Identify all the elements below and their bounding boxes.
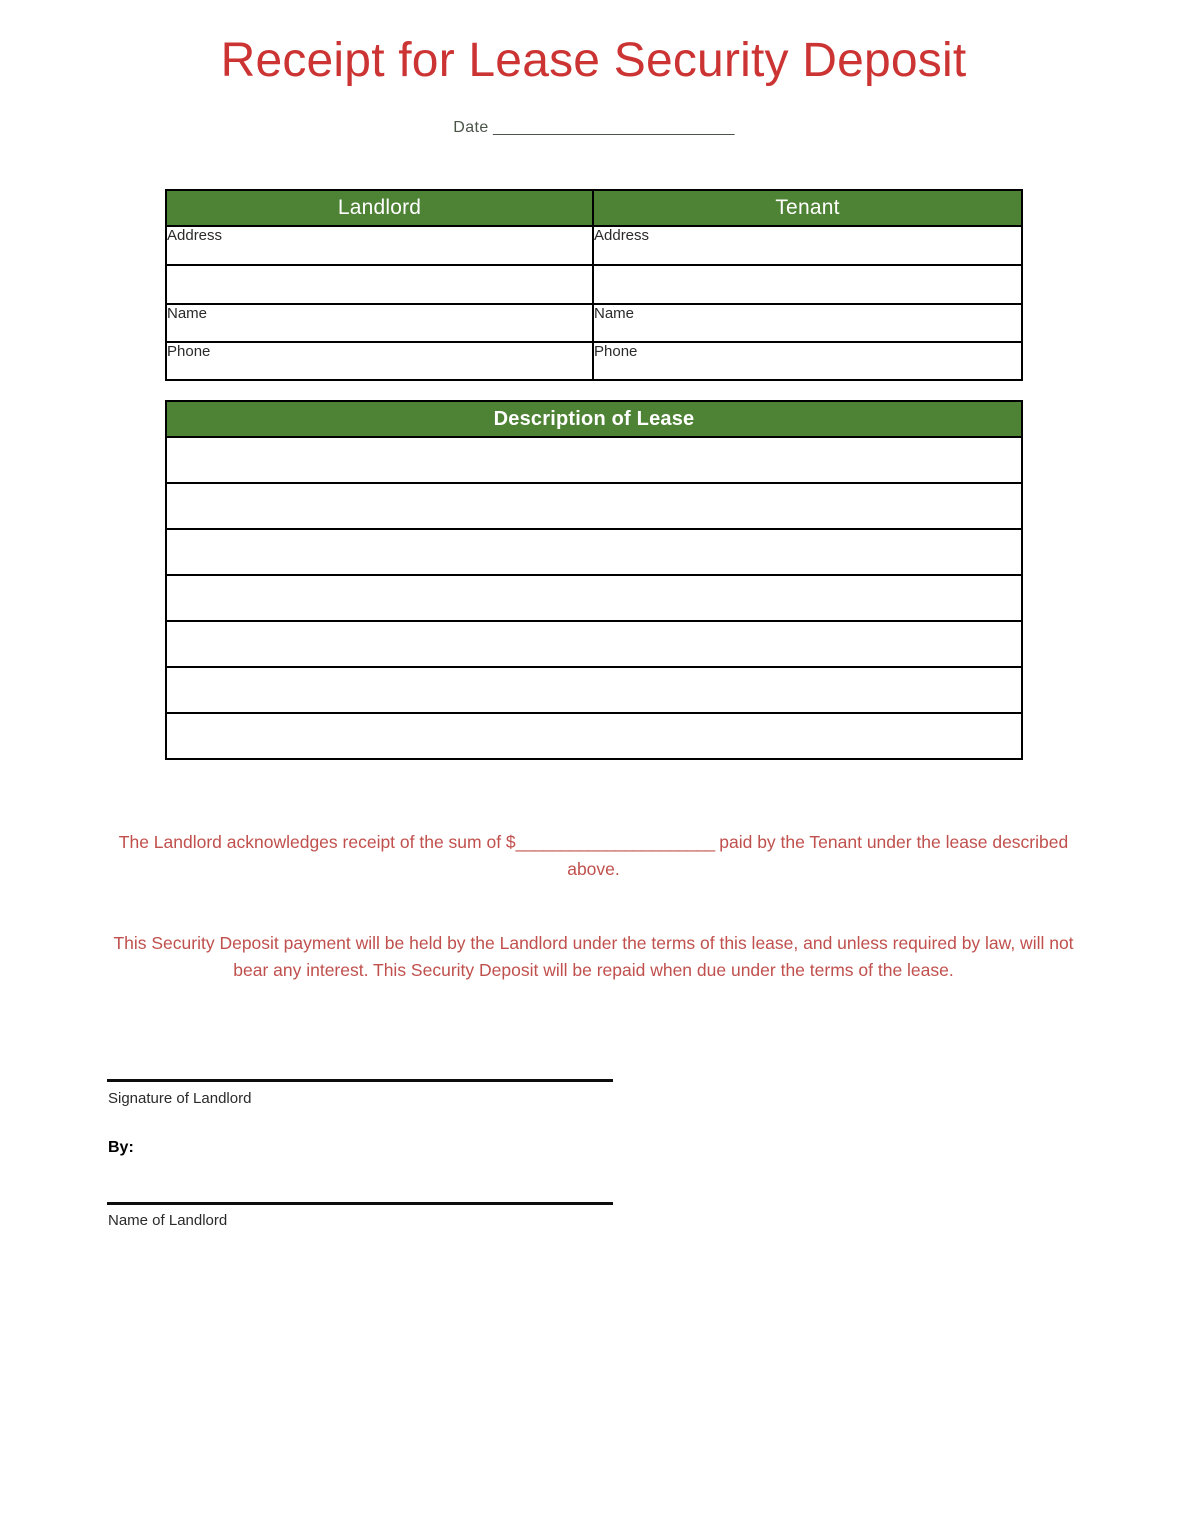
terms-paragraph: This Security Deposit payment will be held by the Landlord under the terms of this lease, and unless required by law, will not bear any interest. This Security Deposit will be repaid when due under the terms of the lease. [113,933,1074,980]
table-row [166,483,1022,529]
signature-line[interactable] [107,1079,613,1082]
table-row [166,575,1022,621]
landlord-address-cell[interactable]: Address [166,226,593,265]
tenant-phone-cell[interactable]: Phone [593,342,1022,380]
table-row [166,342,1022,380]
table-row [166,713,1022,759]
description-of-lease-table [165,400,1023,760]
tenant-name-cell[interactable]: Name [593,304,1022,342]
date-label: Date [453,119,489,136]
parties-table [165,189,1023,381]
page-title: Receipt for Lease Security Deposit [220,34,967,87]
parties-header-row [166,190,1022,226]
acknowledgement-text-after: paid by the Tenant under the lease described above. [567,832,1069,879]
table-row [166,304,1022,342]
acknowledgement-paragraph [108,829,1079,883]
table-row [166,265,1022,304]
acknowledgement-text-before: The Landlord acknowledges receipt of the sum of $ [118,832,516,852]
date-line [0,119,1187,137]
description-row-3[interactable] [166,529,1022,575]
table-row [166,529,1022,575]
description-row-7[interactable] [166,713,1022,759]
tenant-address-cell[interactable]: Address [593,226,1022,265]
parties-header-tenant: Tenant [593,190,1022,226]
table-row [166,621,1022,667]
tenant-address-cont-cell[interactable] [593,265,1022,304]
description-row-5[interactable] [166,621,1022,667]
landlord-address-cont-cell[interactable] [166,265,593,304]
by-label: By: [108,1139,134,1156]
name-line[interactable] [107,1202,613,1205]
description-header-row [166,401,1022,437]
table-row [166,226,1022,265]
description-row-2[interactable] [166,483,1022,529]
name-caption: Name of Landlord [108,1212,228,1229]
table-row [166,667,1022,713]
description-header-label: Description of Lease [166,401,1022,437]
description-row-1[interactable] [166,437,1022,483]
landlord-name-cell[interactable]: Name [166,304,593,342]
date-blank-field[interactable]: _____________________________ [493,119,734,136]
table-row [166,437,1022,483]
parties-header-landlord: Landlord [166,190,593,226]
description-row-4[interactable] [166,575,1022,621]
description-row-6[interactable] [166,667,1022,713]
signature-caption: Signature of Landlord [108,1090,252,1107]
landlord-phone-cell[interactable]: Phone [166,342,593,380]
deposit-amount-blank[interactable]: ______________________ [515,832,715,852]
